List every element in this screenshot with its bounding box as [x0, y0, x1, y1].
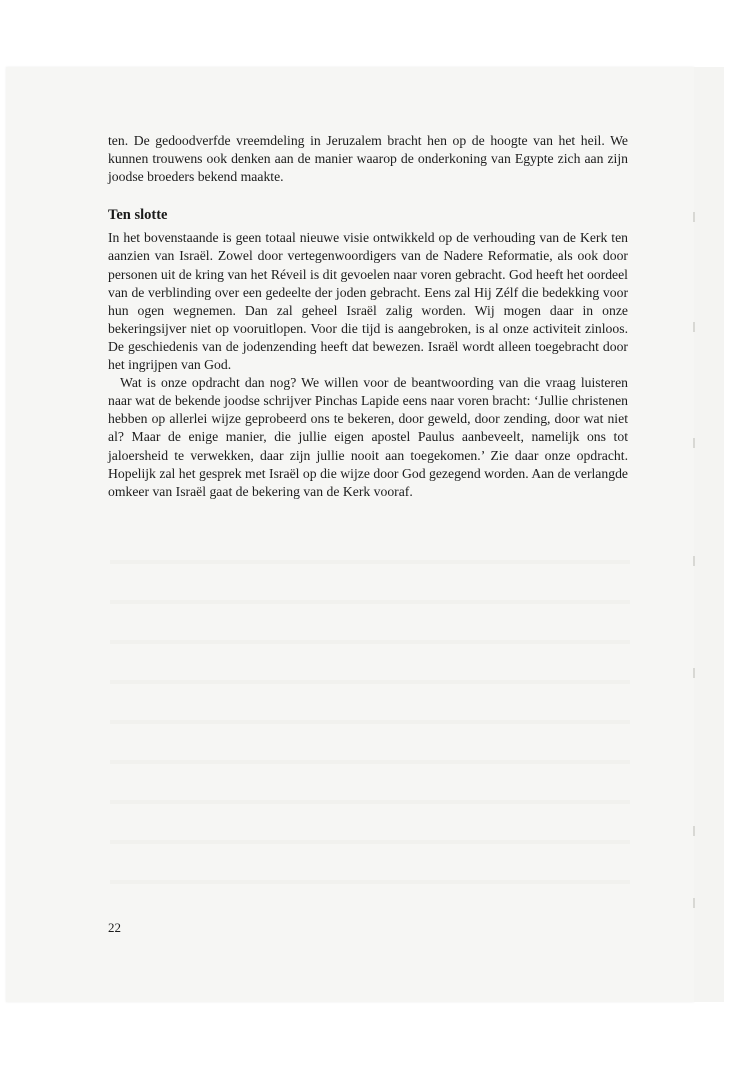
body-text	[108, 132, 628, 501]
bleed-through-line	[110, 600, 630, 604]
bleed-through-line	[110, 800, 630, 804]
bleed-through-line	[110, 880, 630, 884]
page-edge-mark	[693, 212, 695, 222]
adjacent-page-edge	[694, 67, 724, 1002]
page-edge-mark	[693, 668, 695, 678]
paragraph-intro: ten. De gedoodverfde vreemdeling in Jeruzalem bracht hen op de hoogte van het heil. We kunnen trouwens ook denken aan de manier waarop de onderkoning van Egypte zich aan zijn joodse broeders bekend maakte.	[108, 133, 628, 185]
page-edge-mark	[693, 826, 695, 836]
page-edge-mark	[693, 322, 695, 332]
paragraph-conclusion: In het bovenstaande is geen totaal nieuwe visie ontwikkeld op de verhouding van de Kerk ten aanzien van Israël. Zowel door vertegenwoordigers van de Nadere Reformatie, als ook door personen uit de kring van het Réveil is dit gevoelen naar voren gebracht. God heeft het oordeel van de verblinding over een gedeelte der joden gebracht. Eens zal Hij Zélf die bedekking voor hun ogen wegnemen. Dan zal geheel Israël zalig worden. Wij mogen daar in onze bekeringsijver niet op vooruitlopen. Voor die tijd is aangebroken, is al onze activiteit zinloos. De geschiedenis van de jodenzending heeft dat bewezen. Israël wordt alleen toegebracht door het ingrijpen van God.	[108, 230, 628, 373]
paragraph-mission: Wat is onze opdracht dan nog? We willen voor de beantwoording van die vraag luisteren naar wat de bekende joodse schrijver Pinchas Lapide eens naar voren bracht: ‘Jullie christenen hebben op allerlei wijze geprobeerd ons te bekeren, door geweld, door zending, door wat niet al? Maar de enige manier, die jullie eigen apostel Paulus aanbeveelt, namelijk ons tot jaloersheid te verwekken, daar zijn jullie nooit aan toegekomen.’ Zie daar onze opdracht. Hopelijk zal het gesprek met Israël op die wijze door God gezegend worden. Aan de verlangde omkeer van Israël gaat de bekering van de Kerk vooraf.	[108, 375, 628, 499]
page-number: 22	[108, 920, 121, 935]
bleed-through-line	[110, 640, 630, 644]
page-edge-mark	[693, 898, 695, 908]
bleed-through-line	[110, 760, 630, 764]
page-edge-mark	[693, 438, 695, 448]
bleed-through-line	[110, 560, 630, 564]
bleed-through-line	[110, 680, 630, 684]
page-edge-mark	[693, 556, 695, 566]
bleed-through-line	[110, 720, 630, 724]
bleed-through-line	[110, 840, 630, 844]
section-heading: Ten slotte	[108, 207, 168, 224]
